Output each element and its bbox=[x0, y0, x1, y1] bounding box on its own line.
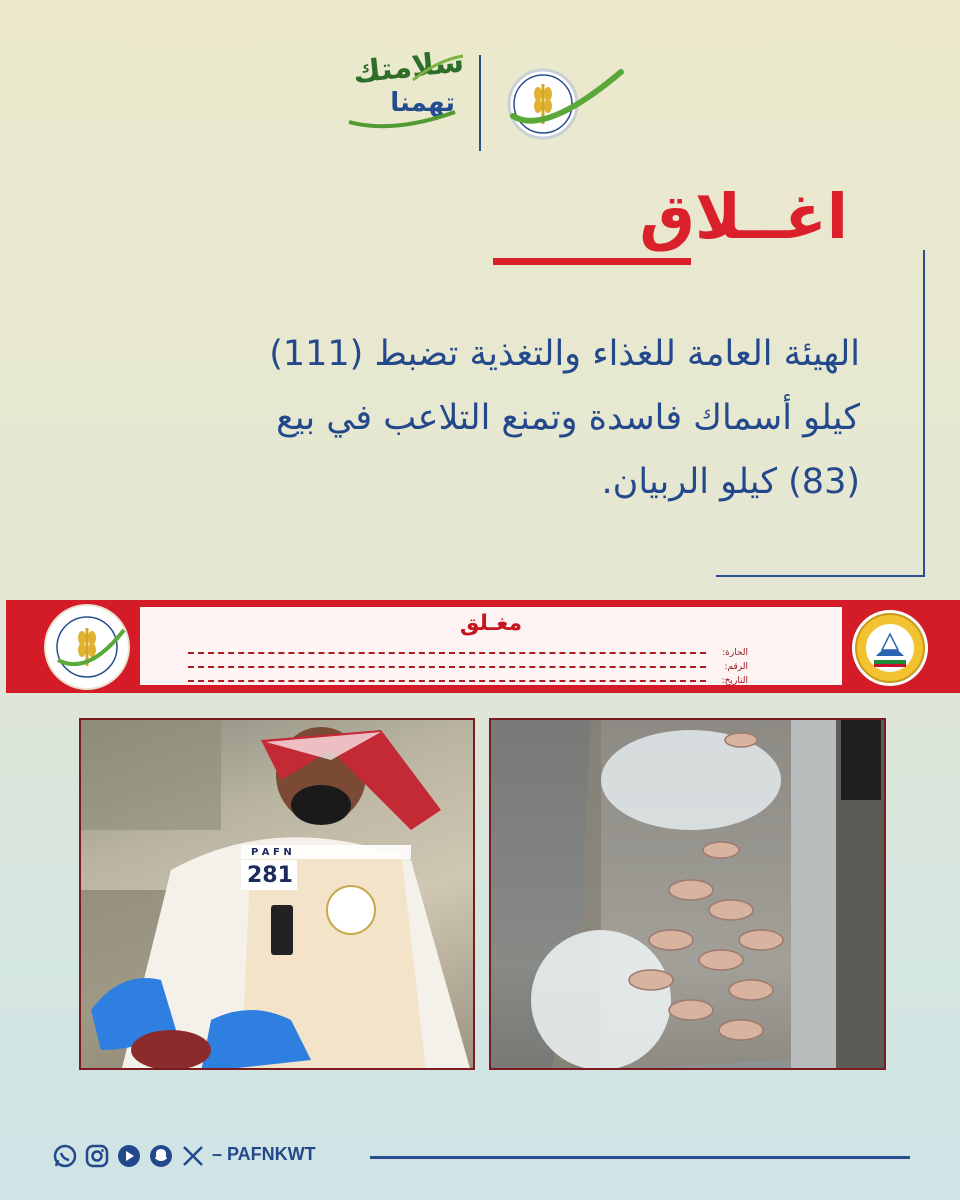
badge-number: 281 bbox=[247, 863, 293, 888]
kuwait-emblem-icon bbox=[852, 610, 928, 686]
closure-banner bbox=[6, 600, 960, 693]
banner-field-row bbox=[188, 647, 748, 659]
body-line-1: الهيئة العامة للغذاء والتغذية تضبط (111) bbox=[269, 334, 860, 374]
shrimp-photo bbox=[489, 718, 886, 1070]
instagram-icon[interactable] bbox=[84, 1143, 110, 1169]
dashed-line bbox=[188, 652, 706, 654]
frame-line-horizontal bbox=[716, 575, 925, 577]
x-icon[interactable] bbox=[180, 1143, 206, 1169]
banner-field-row bbox=[188, 661, 748, 673]
inspector-illustration bbox=[81, 720, 475, 1070]
logo-text-line2: تهمنا bbox=[390, 88, 455, 118]
banner-field-label: التاريخ: bbox=[721, 676, 748, 686]
banner-pafn-badge bbox=[44, 604, 130, 690]
logo-divider bbox=[479, 55, 481, 151]
social-icons bbox=[52, 1143, 206, 1169]
news-body bbox=[130, 322, 860, 514]
whatsapp-icon[interactable] bbox=[52, 1143, 78, 1169]
page-title: اغــلاق bbox=[639, 180, 848, 253]
logo-text-line1: سلامتك bbox=[351, 44, 466, 91]
social-handle[interactable]: – PAFNKWT bbox=[212, 1144, 316, 1164]
shrimp-illustration bbox=[491, 720, 886, 1070]
snapchat-icon[interactable] bbox=[148, 1143, 174, 1169]
vest-text: P A F N bbox=[251, 847, 292, 858]
dashed-line bbox=[188, 666, 706, 668]
banner-field-label: الرقم: bbox=[724, 662, 748, 672]
youtube-icon[interactable] bbox=[116, 1143, 142, 1169]
body-line-2: كيلو أسماك فاسدة وتمنع التلاعب في بيع bbox=[276, 398, 860, 438]
banner-title: مغـلق bbox=[459, 611, 523, 636]
banner-kuwait-emblem bbox=[852, 610, 928, 686]
title-underline bbox=[493, 258, 691, 265]
inspector-photo bbox=[79, 718, 475, 1070]
dashed-line bbox=[188, 680, 706, 682]
pafn-kuwait-logo-icon bbox=[505, 62, 625, 144]
frame-line-vertical bbox=[923, 250, 925, 576]
body-line-3: (83) كيلو الربيان. bbox=[601, 462, 860, 502]
banner-field-label: الحارة: bbox=[722, 648, 748, 658]
logo-swoosh-icon bbox=[343, 50, 467, 134]
banner-field-row bbox=[188, 675, 748, 687]
pafn-badge-icon bbox=[46, 606, 128, 688]
footer-line bbox=[370, 1156, 910, 1159]
salamtak-tuhimna-logo bbox=[343, 44, 467, 134]
banner-strip bbox=[140, 607, 842, 685]
